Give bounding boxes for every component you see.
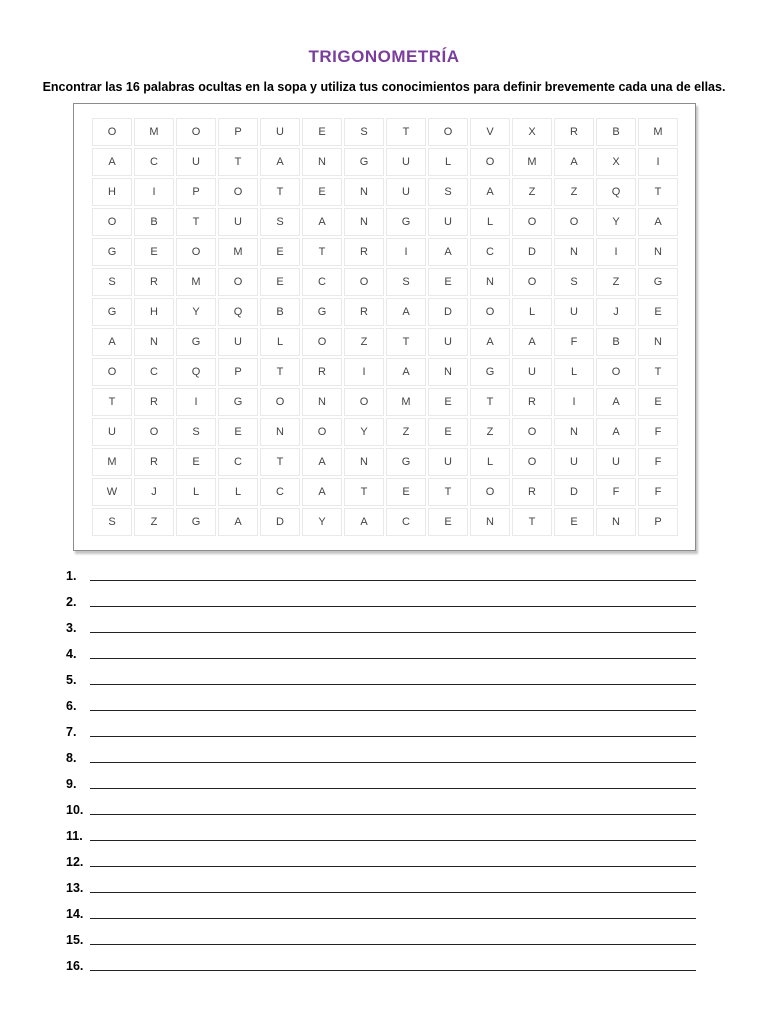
grid-cell: O [92,208,132,236]
grid-cell: C [260,478,300,506]
grid-cell: R [134,448,174,476]
answer-blank-line[interactable] [90,684,696,685]
grid-cell: N [554,418,594,446]
grid-cell: O [512,208,552,236]
grid-cell: I [638,148,678,176]
grid-cell: Q [176,358,216,386]
grid-cell: O [512,418,552,446]
grid-cell: F [638,418,678,446]
grid-cell: O [218,268,258,296]
grid-cell: E [218,418,258,446]
grid-cell: G [386,208,426,236]
answer-blank-line[interactable] [90,710,696,711]
grid-cell: T [260,178,300,206]
grid-cell: N [302,148,342,176]
grid-cell: E [386,478,426,506]
grid-cell: I [554,388,594,416]
grid-cell: O [512,268,552,296]
grid-cell: O [596,358,636,386]
grid-cell: E [302,118,342,146]
grid-cell: E [134,238,174,266]
grid-cell: A [512,328,552,356]
grid-cell: E [428,508,468,536]
grid-cell: N [428,358,468,386]
answer-row [66,776,698,802]
grid-cell: T [176,208,216,236]
answer-row [66,880,698,906]
grid-cell: O [260,388,300,416]
grid-cell: L [260,328,300,356]
answer-blank-line[interactable] [90,736,696,737]
grid-cell: U [218,208,258,236]
grid-cell: X [512,118,552,146]
grid-cell: D [512,238,552,266]
answer-number: 10. [66,803,84,817]
grid-cell: E [638,388,678,416]
grid-cell: A [218,508,258,536]
answer-blank-line[interactable] [90,788,696,789]
page-title: TRIGONOMETRÍA [308,47,460,66]
grid-cell: O [344,388,384,416]
grid-cell: Y [596,208,636,236]
answer-row [66,906,698,932]
grid-cell: B [134,208,174,236]
grid-cell: N [554,238,594,266]
grid-cell: C [134,358,174,386]
grid-cell: Z [470,418,510,446]
grid-cell: T [386,328,426,356]
grid-cell: J [134,478,174,506]
grid-cell: Y [176,298,216,326]
grid-cell: J [596,298,636,326]
grid-cell: O [554,208,594,236]
grid-cell: L [554,358,594,386]
grid-cell: C [470,238,510,266]
grid-cell: B [596,328,636,356]
grid-cell: A [386,358,426,386]
grid-cell: N [344,448,384,476]
grid-cell: B [596,118,636,146]
grid-cell: S [92,268,132,296]
grid-cell: T [92,388,132,416]
grid-cell: R [512,388,552,416]
grid-cell: C [386,508,426,536]
grid-cell: N [638,328,678,356]
grid-cell: T [260,448,300,476]
answer-blank-line[interactable] [90,970,696,971]
grid-cell: T [470,388,510,416]
answer-number: 3. [66,621,77,635]
grid-cell: B [260,298,300,326]
grid-cell: O [92,118,132,146]
grid-cell: N [470,268,510,296]
grid-cell: Y [302,508,342,536]
grid-cell: N [470,508,510,536]
grid-cell: V [470,118,510,146]
grid-cell: A [302,208,342,236]
grid-cell: I [386,238,426,266]
answer-blank-line[interactable] [90,658,696,659]
grid-cell: U [386,148,426,176]
grid-cell: O [512,448,552,476]
answer-list [66,568,698,984]
grid-cell: A [470,328,510,356]
grid-cell: L [512,298,552,326]
answer-row [66,620,698,646]
grid-cell: G [92,298,132,326]
answer-number: 12. [66,855,84,869]
answer-number: 2. [66,595,77,609]
grid-cell: C [218,448,258,476]
grid-cell: A [92,148,132,176]
grid-cell: L [176,478,216,506]
grid-cell: O [344,268,384,296]
grid-cell: U [92,418,132,446]
grid-cell: M [638,118,678,146]
grid-cell: G [218,388,258,416]
answer-row [66,698,698,724]
grid-cell: A [554,148,594,176]
answer-number: 4. [66,647,77,661]
grid-cell: O [302,418,342,446]
grid-cell: S [344,118,384,146]
grid-cell: P [218,358,258,386]
grid-cell: L [470,448,510,476]
answer-blank-line[interactable] [90,892,696,893]
grid-cell: D [260,508,300,536]
answer-blank-line[interactable] [90,606,696,607]
grid-cell: A [596,418,636,446]
answer-row [66,958,698,984]
grid-cell: O [470,298,510,326]
grid-cell: O [218,178,258,206]
answer-blank-line[interactable] [90,580,696,581]
grid-cell: I [344,358,384,386]
answer-number: 5. [66,673,77,687]
grid-cell: S [92,508,132,536]
instructions-text: Encontrar las 16 palabras ocultas en la sopa y utiliza tus conocimientos para definir brevemente cada una de ellas. [42,80,726,94]
grid-cell: Q [596,178,636,206]
grid-cell: M [92,448,132,476]
grid-cell: E [302,178,342,206]
answer-number: 7. [66,725,77,739]
grid-cell: D [554,478,594,506]
grid-cell: Z [344,328,384,356]
grid-cell: N [260,418,300,446]
grid-cell: U [260,118,300,146]
grid-cell: U [554,298,594,326]
answer-row [66,672,698,698]
grid-cell: A [386,298,426,326]
grid-cell: S [386,268,426,296]
grid-cell: S [428,178,468,206]
answer-number: 1. [66,569,77,583]
grid-cell: G [638,268,678,296]
grid-cell: P [638,508,678,536]
grid-cell: A [428,238,468,266]
grid-cell: T [260,358,300,386]
word-search-grid [91,117,679,537]
answer-row [66,724,698,750]
grid-cell: R [512,478,552,506]
answer-blank-line[interactable] [90,762,696,763]
grid-cell: N [596,508,636,536]
grid-cell: O [92,358,132,386]
grid-cell: M [512,148,552,176]
grid-cell: P [176,178,216,206]
grid-cell: M [386,388,426,416]
grid-cell: E [176,448,216,476]
grid-cell: Z [386,418,426,446]
grid-cell: M [134,118,174,146]
grid-cell: N [638,238,678,266]
grid-cell: U [428,328,468,356]
answer-number: 13. [66,881,84,895]
grid-cell: O [176,118,216,146]
grid-cell: G [176,508,216,536]
grid-cell: L [470,208,510,236]
grid-cell: T [344,478,384,506]
grid-cell: G [386,448,426,476]
grid-cell: I [596,238,636,266]
grid-cell: E [428,268,468,296]
grid-cell: A [302,478,342,506]
grid-cell: S [176,418,216,446]
grid-cell: A [596,388,636,416]
grid-cell: E [260,268,300,296]
answer-row [66,854,698,880]
grid-cell: U [596,448,636,476]
grid-cell: A [92,328,132,356]
grid-cell: N [344,208,384,236]
answer-number: 6. [66,699,77,713]
grid-cell: S [554,268,594,296]
grid-cell: Z [596,268,636,296]
answer-blank-line[interactable] [90,840,696,841]
answer-row [66,802,698,828]
grid-cell: E [260,238,300,266]
grid-cell: Z [134,508,174,536]
answer-blank-line[interactable] [90,944,696,945]
grid-cell: F [554,328,594,356]
grid-cell: W [92,478,132,506]
answer-number: 14. [66,907,84,921]
grid-cell: H [92,178,132,206]
grid-cell: G [344,148,384,176]
grid-cell: N [134,328,174,356]
answer-row [66,646,698,672]
answer-number: 8. [66,751,77,765]
grid-cell: E [428,418,468,446]
answer-number: 11. [66,829,83,843]
answer-number: 16. [66,959,84,973]
grid-cell: O [470,478,510,506]
grid-cell: A [344,508,384,536]
grid-cell: E [638,298,678,326]
grid-cell: E [554,508,594,536]
grid-cell: C [302,268,342,296]
grid-cell: N [302,388,342,416]
grid-cell: A [302,448,342,476]
grid-cell: T [512,508,552,536]
grid-cell: A [260,148,300,176]
grid-cell: O [134,418,174,446]
grid-cell: C [134,148,174,176]
grid-cell: O [176,238,216,266]
grid-cell: E [428,388,468,416]
grid-cell: F [638,478,678,506]
answer-blank-line[interactable] [90,632,696,633]
answer-row [66,828,698,854]
grid-cell: G [176,328,216,356]
answer-row [66,568,698,594]
grid-cell: P [218,118,258,146]
grid-cell: U [176,148,216,176]
grid-cell: T [386,118,426,146]
grid-cell: I [134,178,174,206]
answer-blank-line[interactable] [90,918,696,919]
grid-cell: M [218,238,258,266]
grid-cell: U [512,358,552,386]
grid-cell: O [302,328,342,356]
grid-cell: L [428,148,468,176]
grid-cell: U [218,328,258,356]
grid-cell: R [344,298,384,326]
answer-blank-line[interactable] [90,814,696,815]
grid-cell: U [428,208,468,236]
grid-cell: O [470,148,510,176]
grid-cell: R [344,238,384,266]
grid-cell: U [386,178,426,206]
grid-cell: A [470,178,510,206]
grid-cell: G [302,298,342,326]
grid-cell: T [428,478,468,506]
grid-cell: F [638,448,678,476]
grid-cell: T [302,238,342,266]
grid-cell: U [554,448,594,476]
grid-cell: A [638,208,678,236]
grid-cell: R [134,268,174,296]
grid-cell: G [470,358,510,386]
grid-cell: Z [554,178,594,206]
grid-cell: R [302,358,342,386]
answer-row [66,750,698,776]
grid-cell: M [176,268,216,296]
grid-cell: U [428,448,468,476]
grid-cell: Q [218,298,258,326]
answer-blank-line[interactable] [90,866,696,867]
answer-number: 15. [66,933,84,947]
answer-row [66,594,698,620]
answer-number: 9. [66,777,77,791]
grid-cell: O [428,118,468,146]
grid-cell: Y [344,418,384,446]
grid-cell: S [260,208,300,236]
answer-row [66,932,698,958]
grid-cell: R [554,118,594,146]
grid-cell: H [134,298,174,326]
grid-cell: L [218,478,258,506]
grid-cell: T [218,148,258,176]
grid-cell: G [92,238,132,266]
grid-cell: T [638,178,678,206]
grid-cell: N [344,178,384,206]
grid-cell: X [596,148,636,176]
grid-cell: I [176,388,216,416]
grid-cell: T [638,358,678,386]
grid-cell: R [134,388,174,416]
grid-cell: Z [512,178,552,206]
grid-cell: F [596,478,636,506]
grid-cell: D [428,298,468,326]
